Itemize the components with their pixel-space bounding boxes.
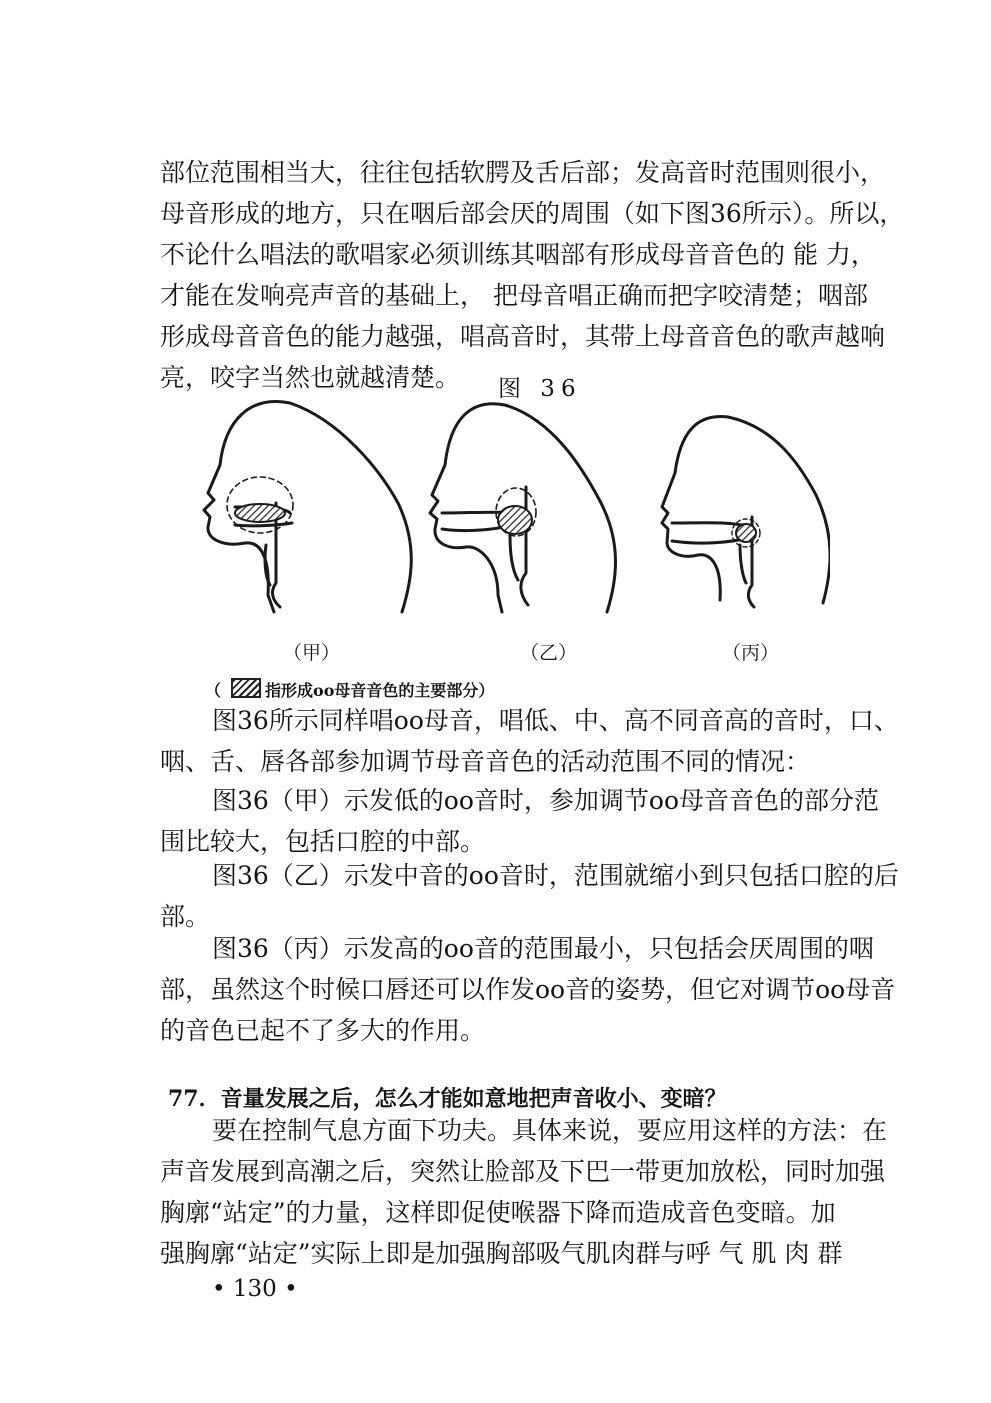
head-profiles-figure — [180, 395, 830, 630]
caption-c: （丙） — [722, 642, 780, 664]
text-line: 图36（乙）示发中音的oo音时，范围就缩小到只包括口腔的后 — [212, 861, 899, 890]
head-profile-c — [662, 417, 830, 607]
paragraph-low-note — [160, 780, 885, 862]
paragraph-explanation — [160, 700, 899, 782]
text-line: 围比较大，包括口腔的中部。 — [160, 827, 486, 856]
caption-a: （甲） — [283, 642, 341, 664]
page-number: • 130 • — [212, 1276, 298, 1302]
text-line: 部位范围相当大，往往包括软腭及舌后部；发高音时范围则很小， — [160, 158, 886, 187]
text-line: 咽、舌、唇各部参加调节母音音色的活动范围不同的情况： — [160, 747, 811, 776]
text-line: 要在控制气息方面下功夫。具体来说，要应用这样的方法：在 — [212, 1116, 888, 1145]
figure-title: 图 36 — [498, 376, 582, 402]
text-line: 强胸廓“站定”实际上即是加强胸部吸气肌肉群与呼 气 肌 肉 群 — [160, 1239, 843, 1268]
hatch-swatch — [231, 678, 261, 698]
paragraph-mid-note — [160, 855, 899, 937]
text-line: 部，虽然这个时候口唇还可以作发oo音的姿势，但它对调节oo母音 — [160, 975, 896, 1004]
text-line: 图36（甲）示发低的oo音时，参加调节oo母音音色的部分范 — [212, 786, 880, 815]
text-line: 形成母音音色的能力越强，唱高音时，其带上母音音色的歌声越响 — [160, 322, 886, 351]
text-line: 的音色已起不了多大的作用。 — [160, 1016, 486, 1045]
head-profile-a — [204, 402, 411, 612]
caption-b: （乙） — [520, 642, 578, 664]
text-line: 部。 — [160, 902, 211, 931]
text-line: 亮，咬字当然也就越清楚。 — [160, 363, 461, 392]
text-line: 才能在发响亮声音的基础上， 把母音唱正确而把字咬清楚；咽部 — [160, 281, 868, 310]
text-line: 声音发展到高潮之后，突然让脸部及下巴一带更加放松，同时加强 — [160, 1157, 886, 1186]
text-line: 母音形成的地方，只在咽后部会厌的周围（如下图36所示）。所以， — [160, 199, 905, 228]
text-line: 图36（丙）示发高的oo音的范围最小，只包括会厌周围的咽 — [212, 934, 874, 963]
text-line: 图36所示同样唱oo母音，唱低、中、高不同音高的音时，口、 — [212, 706, 899, 735]
head-profile-b — [430, 404, 616, 612]
figure-legend — [205, 678, 494, 701]
section-heading: 77．音量发展之后，怎么才能如意地把声音收小、变暗？ — [168, 1086, 727, 1112]
hatched-region-c — [736, 524, 756, 542]
hatched-region-a — [235, 504, 285, 522]
intro-paragraph — [160, 152, 905, 398]
text-line: 胸廓“站定”的力量，这样即促使喉器下降而造成音色变暗。加 — [160, 1198, 836, 1227]
paragraph-high-note — [160, 928, 896, 1051]
legend-text: 指形成oo母音音色的主要部分） — [265, 681, 495, 700]
legend-open-paren: （ — [205, 681, 222, 700]
section-paragraph — [160, 1110, 888, 1274]
text-line: 不论什么唱法的歌唱家必须训练其咽部有形成母音音色的 能 力， — [160, 240, 876, 269]
